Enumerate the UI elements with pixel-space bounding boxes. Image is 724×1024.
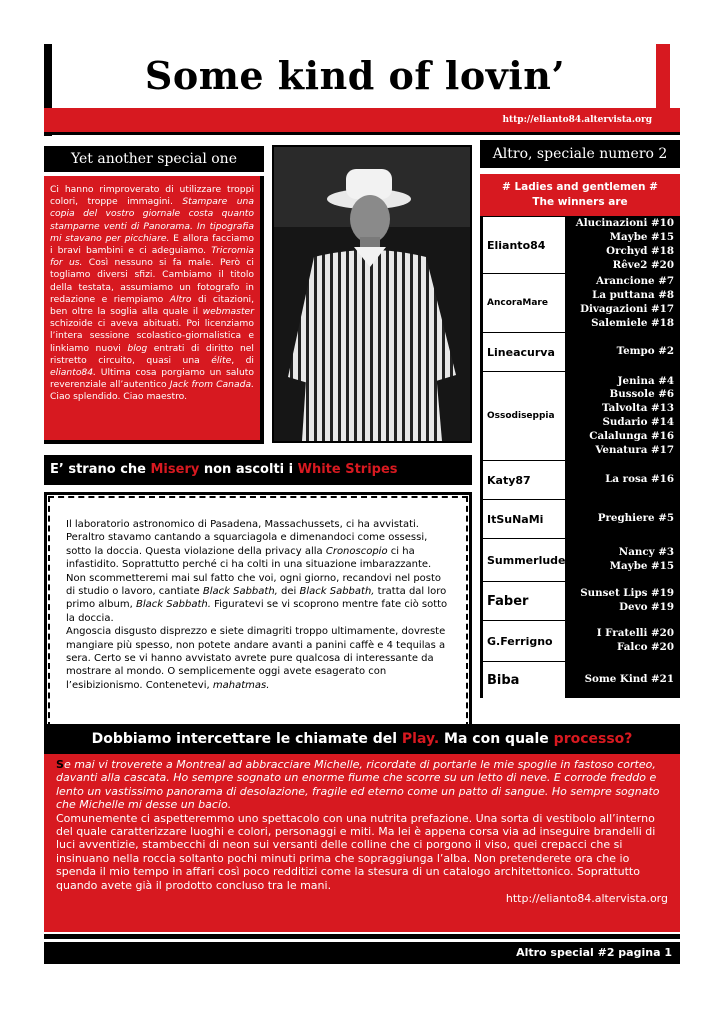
left-text-6: di citazioni, ben oltre la soglia alla quale il [50,293,254,318]
strange-heading-white-stripes: White Stripes [297,462,398,477]
winner-entry: Talvolta #13 [602,402,674,415]
winner-row [480,499,680,538]
left-text-14: Ultima cosa porgiamo un saluto reverenziale all’autentico [50,367,254,391]
bottom-article-body [44,754,680,932]
bottom-italic-text: e mai vi troverete a Montreal ad abbracciare Michelle, ricordate di portarle le mie spoglie in fastoso corteo, davanti alla cascata. Ho sempre sognato un enorme fiume che scorre su un letto di neve. E corrode freddo e lento un vastissimo panorama di desolazione, fragile ed eterno come un patto di sangue. Ho sempre sognato che Michelle mi desse un bacio. [56,758,660,812]
left-text-9: blog [127,342,148,354]
winner-entry: Nancy #3 [618,546,674,559]
strange-text-6: tratta dal loro primo album, [66,586,447,611]
winner-entries [566,372,680,460]
left-text-3: Tricromia for us. [50,245,254,269]
left-text-13: elianto84. [50,367,97,379]
left-text-1: Stampare una copia del vostro giornale costa quanto stamparne venti di Panorama. In tipografia mi stavano per picchiare. [50,196,254,244]
winner-entries [566,500,680,538]
left-text-12: , di [231,354,254,366]
footer-page-label: Altro special #2 pagina 1 [44,942,680,964]
winner-entry: Jenina #4 [617,374,674,387]
strange-text-10: mahatmas. [212,679,270,691]
winners-line-2: The winners are [532,196,628,208]
winner-row [480,620,680,661]
winner-blog-name[interactable]: ItSuNaMi [480,500,566,538]
winner-row [480,460,680,499]
left-text-16: Ciao splendido. Ciao maestro. [50,391,188,403]
bottom-heading-part-3: Ma con quale [439,731,554,747]
winner-entry: Salemiele #18 [591,316,674,329]
strange-article-heading [44,455,472,485]
winner-entry: Devo #19 [619,601,674,613]
winner-blog-name[interactable]: G.Ferrigno [480,621,566,661]
masthead-divider [44,132,680,135]
winner-entry: Falco #20 [616,641,674,653]
winner-entries [566,621,680,661]
strange-text-7: Black Sabbath. [135,599,211,611]
winner-blog-name[interactable]: Ossodiseppia [480,372,566,460]
strange-text-3: Black Sabbath, [202,586,278,598]
right-column-heading: Altro, speciale numero 2 [480,140,680,168]
strange-text-4: dei [277,586,300,598]
winner-entry: Divagazioni #17 [580,303,674,315]
strange-heading-part-1: E’ strano che [50,462,151,477]
winner-entry: Sunset Lips #19 [580,587,674,600]
winner-entry: Preghiere #5 [597,512,674,525]
winner-entry: Orchyd #18 [606,245,674,257]
left-text-10: entrati di diritto nel ristretto circuito, quasi una [50,342,254,366]
bottom-drop-letter: S [56,758,64,771]
winner-entry: Rêve2 #20 [612,258,674,271]
winner-entries [566,461,680,499]
winner-entry: Calalunga #16 [589,429,674,442]
winners-table [480,216,680,698]
winner-row [480,371,680,460]
photo-man-striped-shirt [272,145,472,443]
winner-entry: Tempo #2 [616,345,674,358]
strange-text-2: ci ha infastidito. Soprattutto perché ci ha colti in una situazione imbarazzante. Non scommetteremi mai sul fatto che voi, ogni giorno, recandovi nel posto di studio o lavoro, cantiate [66,545,442,598]
winner-entries [566,333,680,371]
masthead-url[interactable]: http://elianto84.altervista.org [502,115,652,125]
winner-entry: Arancione #7 [595,275,674,288]
footer-divider [44,934,680,939]
winner-entry: I Fratelli #20 [596,627,674,640]
winner-entry: Maybe #15 [609,560,674,572]
left-text-7: webmaster [202,306,254,318]
winner-entry: Venatura #17 [595,443,674,456]
winner-blog-name[interactable]: Biba [480,662,566,698]
left-text-2: E allora facciamo i bravi bambini e ci adeguiamo. [50,232,254,257]
photo-illustration [274,147,470,441]
winners-banner [480,174,680,216]
strange-text-8: Figuratevi se vi scoprono mentre fate ciò sotto la doccia. [66,599,448,624]
strange-text-1: Cronoscopio [325,545,388,557]
winner-entry: Bussole #6 [609,388,674,401]
winner-entry: Maybe #15 [609,231,674,244]
bottom-heading-part-1: Dobbiamo intercettare le chiamate del [91,731,402,747]
strange-text-5: Black Sabbath, [299,586,375,598]
bottom-heading-play: Play. [401,731,440,747]
bottom-url[interactable]: http://elianto84.altervista.org [505,892,668,906]
winner-entry: Sudario #14 [602,416,674,428]
winner-entry: Alucinazioni #10 [575,217,674,230]
left-text-5: Altro [169,293,192,305]
winner-row [480,332,680,371]
winner-entries [566,539,680,581]
winner-row [480,273,680,332]
winner-entry: La puttana #8 [592,289,674,302]
strange-heading-misery: Misery [150,462,200,477]
strange-text-0: Il laboratorio astronomico di Pasadena, Massachussets, ci ha avvistati. Peraltro stavamo cantando a squarciagola e dimenandoci come ossessi, sotto la doccia. Questa violazione della privacy alla [66,519,428,557]
bottom-article-heading [44,724,680,754]
winner-row [480,538,680,581]
winner-blog-name[interactable]: AncoraMare [480,274,566,332]
winner-row [480,581,680,620]
winner-blog-name[interactable]: Lineacurva [480,333,566,371]
masthead-title: Some kind of lovin’ [144,53,566,98]
winner-blog-name[interactable]: Katy87 [480,461,566,499]
winners-line-1: # Ladies and gentlemen # [502,181,658,193]
winner-entry: La rosa #16 [605,473,674,486]
left-article-body [44,176,264,444]
winner-entries [566,274,680,332]
left-text-0: Ci hanno rimproverato di utilizzare troppi colori, troppe immagini. [50,184,254,208]
strange-article-body [48,496,468,728]
left-text-15: Jack from Canada. [169,379,255,391]
strange-text-9: Angoscia disgusto disprezzo e siete dimagriti troppo ultimamente, dovreste mangiare più spesso, non potete andare avanti a panini caffè e 4 tequilas a sera. Certo se vi hanno avvistato avrete pure qualcosa di interessante da mostrare al mondo. O semplicemente oggi avete esagerato con l’esibizionismo. Contenetevi, [66,626,446,691]
winner-blog-name[interactable]: Elianto84 [480,217,566,273]
bottom-body-paragraph: Comunemente ci aspetteremmo uno spettacolo con una nutrita prefazione. Una sorta di vestibolo all’interno del quale caratterizzare luoghi e colori, personaggi e miti. Ma lei è appena corsa via ad inseguire brandelli di luci avventizie, stambecchi di neon sui versanti delle colline che ci porgono il viso, quei crepacci che si insinuano nella roccia soltanto pochi minuti prima che sopraggiunga l’alba. Non pretenderete ora che io spenda il mio tempo in affari così poco redditizi come la stesura di un catalogo architettonico. Soprattutto quando avete già il prodotto concluso tra le mani. [56,811,656,892]
left-article-heading: Yet another special one [44,146,264,172]
winner-blog-name[interactable]: Summerlude [480,539,566,581]
winner-entries [566,217,680,273]
left-text-11: élite [211,354,232,366]
bottom-italic-paragraph [56,758,668,812]
strange-heading-part-3: non ascolti i [199,462,298,477]
winner-blog-name[interactable]: Faber [480,582,566,620]
winner-row [480,661,680,698]
left-text-8: schizoide ci aveva abituati. Poi licenziamo l’intera sessione scolastico-giornalistica e linkiamo nuovi [50,318,254,354]
winner-entry: Some Kind #21 [584,673,674,686]
winner-row [480,216,680,273]
winner-entries [566,662,680,698]
bottom-heading-processo: processo? [553,731,633,747]
left-text-4: Così nessuno si fa male. Però ci togliamo diversi sfizi. Cambiamo il titolo della testata, assumiamo un fotografo in redazione e riempiamo [50,257,254,305]
winner-entries [566,582,680,620]
